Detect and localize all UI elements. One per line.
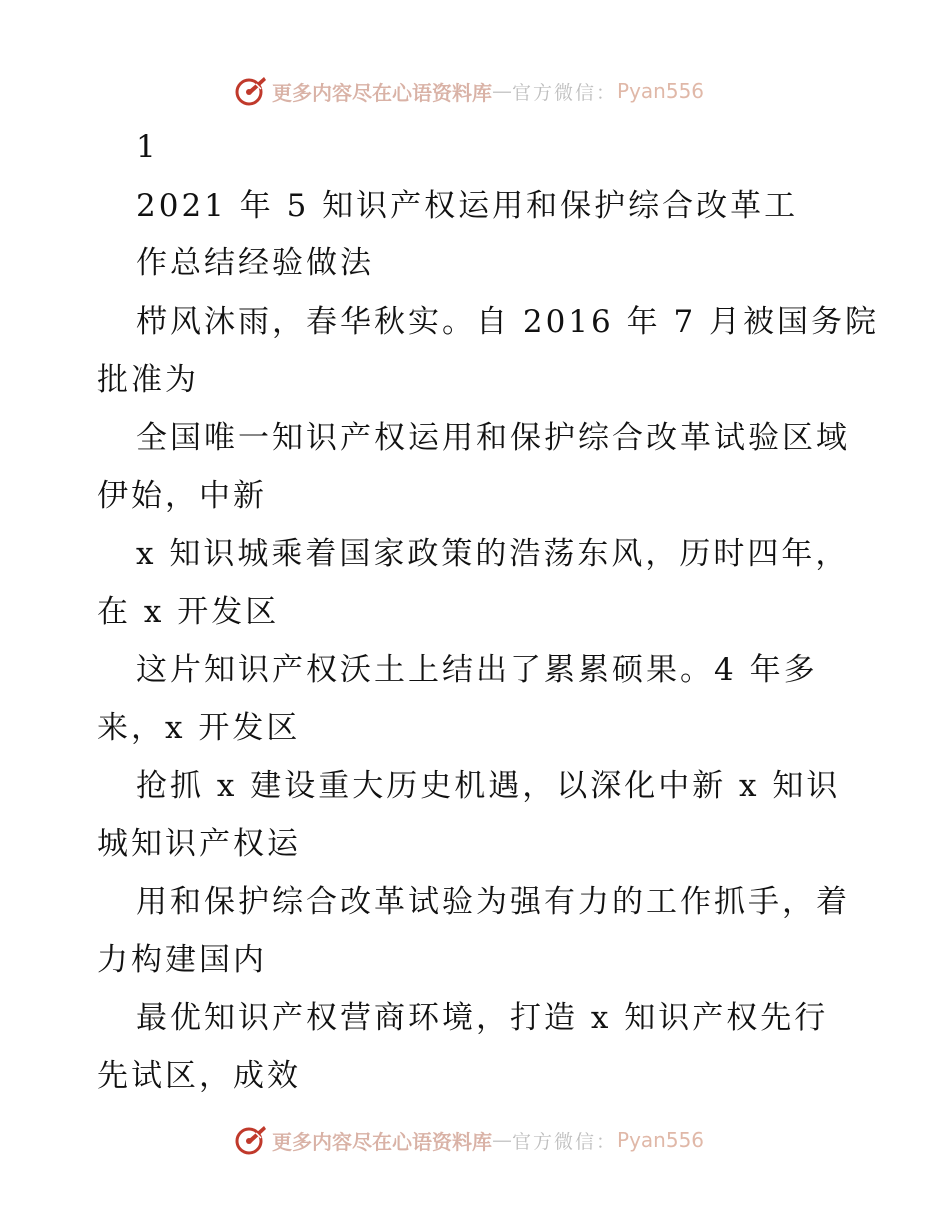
body-text-line: 用和保护综合改革试验为强有力的工作抓手，着 bbox=[136, 884, 850, 920]
body-text-line: 最优知识产权营商环境，打造 x 知识产权先行 bbox=[136, 1000, 829, 1036]
pen-nib-logo-icon bbox=[234, 1123, 268, 1157]
body-text-line: 来，x 开发区 bbox=[97, 710, 301, 746]
body-text-line: 抢抓 x 建设重大历史机遇，以深化中新 x 知识 bbox=[136, 768, 841, 804]
body-text-line: 全国唯一知识产权运用和保护综合改革试验区域 bbox=[136, 420, 850, 456]
watermark-separator: — bbox=[492, 1128, 512, 1152]
document-title-line-1: 2021 年 5 知识产权运用和保护综合改革工 bbox=[136, 188, 799, 224]
page-number: 1 bbox=[136, 129, 159, 165]
watermark-wechat-label: 官方微信： bbox=[512, 1130, 618, 1153]
body-text-line: 这片知识产权沃土上结出了累累硕果。4 年多 bbox=[136, 652, 818, 688]
body-text-line: 城知识产权运 bbox=[97, 826, 301, 862]
body-text-line: x 知识城乘着国家政策的浩荡东风，历时四年， bbox=[136, 536, 850, 572]
watermark-main-text: 更多内容尽在心语资料库 bbox=[272, 1129, 492, 1154]
watermark-main-text: 更多内容尽在心语资料库 bbox=[272, 80, 492, 105]
body-text-line: 在 x 开发区 bbox=[97, 594, 280, 630]
body-text-line: 批准为 bbox=[97, 362, 199, 398]
watermark-wechat-label: 官方微信： bbox=[512, 81, 618, 104]
body-text-line: 力构建国内 bbox=[97, 942, 267, 978]
document-title-line-2: 作总结经验做法 bbox=[136, 245, 374, 281]
header-watermark-banner bbox=[234, 71, 704, 111]
watermark-wechat-id: Pyan556 bbox=[617, 79, 705, 103]
body-text-line: 先试区，成效 bbox=[97, 1058, 301, 1094]
body-text-line: 栉风沐雨，春华秋实。自 2016 年 7 月被国务院 bbox=[136, 304, 880, 340]
pen-nib-logo-icon bbox=[234, 74, 268, 108]
body-text-line: 伊始，中新 bbox=[97, 478, 267, 514]
footer-watermark-banner bbox=[234, 1120, 704, 1160]
watermark-wechat-id: Pyan556 bbox=[617, 1128, 705, 1152]
watermark-separator: — bbox=[492, 79, 512, 103]
